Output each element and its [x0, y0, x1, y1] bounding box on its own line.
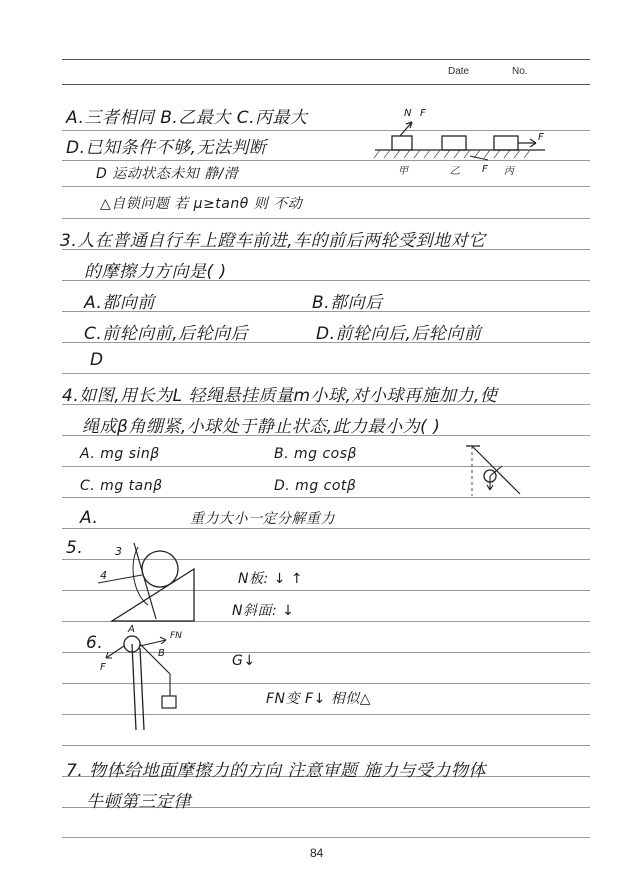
note-line: A.三者相同 B.乙最大 C.丙最大 [66, 108, 308, 128]
no-label: No. [512, 66, 528, 77]
question-5-number: 5. [66, 538, 84, 558]
header-bottom-rule [62, 84, 590, 85]
incline [112, 569, 194, 621]
block-yi [442, 136, 466, 150]
note-line: 重力大小一定分解重力 [190, 511, 335, 527]
header-top-rule [62, 59, 590, 60]
option-a: A.都向前 [84, 293, 155, 313]
answer: D [90, 350, 104, 370]
block-label: 乙 [450, 166, 460, 177]
ruled-line [62, 745, 590, 746]
block-bing [494, 136, 518, 150]
question-4-line: 4.如图,用长为L 轻绳悬挂质量m小球,对小球再施加力,使 [62, 386, 498, 406]
block-label: 甲 [398, 166, 408, 177]
ruled-line [62, 528, 590, 529]
question-7-line: 7. 物体给地面摩擦力的方向 注意审题 施力与受力物体 [66, 761, 486, 781]
option-c: C. mg tanβ [80, 478, 163, 494]
option-b: B. mg cosβ [274, 446, 357, 462]
question-3-line: 3.人在普通自行车上蹬车前进,车的前后两轮受到地对它 [60, 231, 486, 251]
three-blocks-diagram [370, 108, 550, 178]
option-d: D. mg cotβ [274, 478, 357, 494]
note-line: FN变 F↓ 相似△ [266, 691, 371, 707]
question-3-line: 的摩擦力方向是( ) [84, 262, 227, 282]
ball [142, 551, 178, 587]
ruled-line [62, 837, 590, 838]
question-7-line: 牛顿第三定律 [86, 792, 191, 812]
note-line: N斜面: ↓ [232, 603, 295, 619]
note-line: N板: ↓ ↑ [238, 571, 304, 587]
force-label: F [100, 662, 106, 673]
figure-label: 4 [100, 569, 107, 582]
question-6-number: 6. [86, 633, 104, 653]
date-label: Date [448, 66, 470, 77]
force-label: F [538, 132, 544, 143]
incline-ball-diagram [98, 535, 218, 630]
option-c: C.前轮向前,后轮向后 [84, 324, 249, 344]
page-number: 84 [310, 846, 324, 860]
ruled-line [62, 373, 590, 374]
question-4-line: 绳成β角绷紧,小球处于静止状态,此力最小为( ) [82, 417, 441, 437]
block-jia [392, 136, 412, 150]
force-label: F [420, 108, 426, 119]
force-label: F [482, 164, 488, 175]
ruled-line [62, 218, 590, 219]
block-label: 丙 [504, 166, 514, 177]
force-label: FN [170, 631, 182, 641]
point-label: B [158, 648, 165, 659]
note-line: D.已知条件不够,无法判断 [66, 138, 267, 158]
answer: A. [80, 508, 99, 528]
force-label: N [404, 108, 412, 119]
ruled-line [62, 186, 590, 187]
figure-label: 3 [115, 545, 122, 558]
option-a: A. mg sinβ [80, 446, 160, 462]
option-d: D.前轮向后,后轮向前 [316, 324, 482, 344]
pendulum-diagram [462, 440, 532, 500]
note-line: D 运动状态未知 静/滑 [96, 166, 239, 182]
option-b: B.都向后 [312, 293, 383, 313]
pulley-rod-diagram [100, 622, 210, 732]
note-line: G↓ [232, 653, 256, 669]
note-line: △自锁问题 若 μ≥tanθ 则 不动 [100, 196, 303, 212]
hanging-weight [162, 696, 176, 708]
point-label: A [128, 624, 135, 635]
